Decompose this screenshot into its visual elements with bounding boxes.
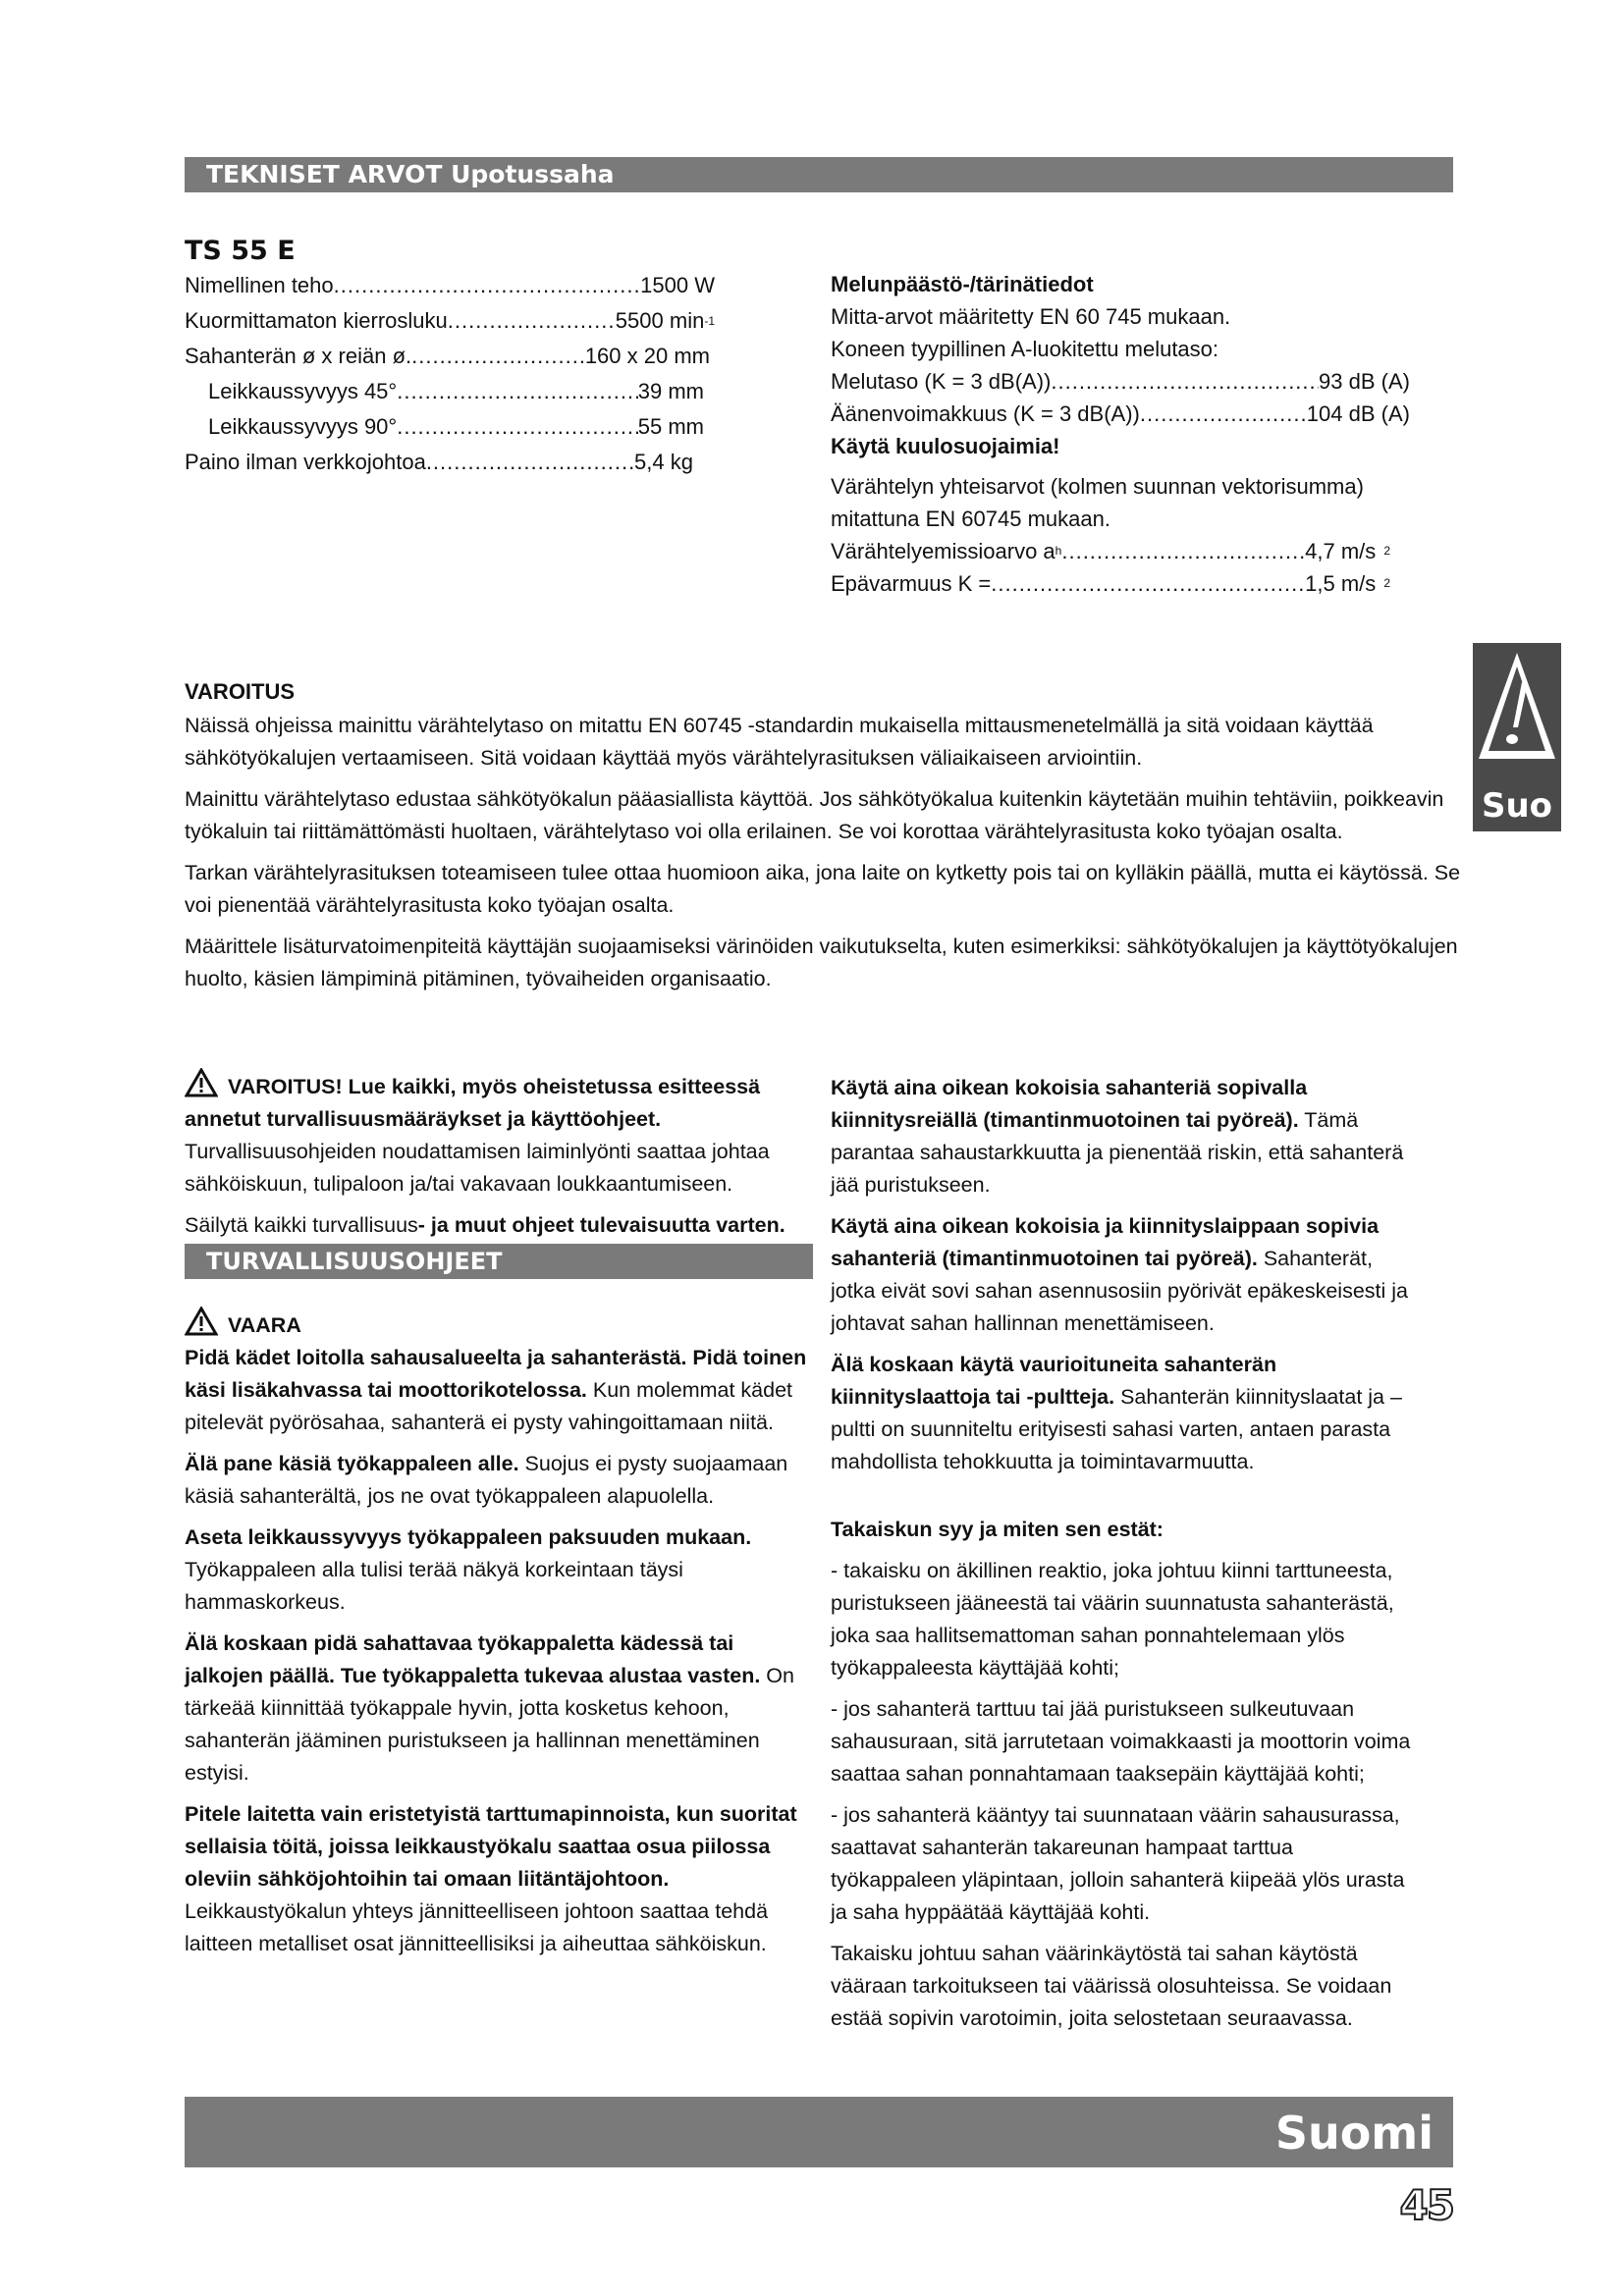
warning-paragraph: Määrittele lisäturvatoimenpiteitä käyttäjän suojaamiseksi värinöiden vaikutukselta, kuten esimerkiksi: sähkötyökalujen ja käyttötyökalujen huolto, käsien lämpiminä pitäminen, työvaiheiden organisaatio. [185,934,1458,990]
safety-item: Pidä kädet loitolla sahausalueelta ja sahanterästä. Pidä toinen käsi lisäkahvassa tai moottorikotelossa. Kun molemmat kädet pitelevät pyörösahaa, sahanterä ei pysty vahingoittamaan niitä. [185,1346,807,1434]
kickback-title: Takaiskun syy ja miten sen estät: [831,1518,1164,1541]
kickback-paragraph: Takaisku johtuu sahan väärinkäytöstä tai sahan käytöstä vääraan tarkoitukseen tai väärissä olosuhteissa. Se voidaan estää sopivin varotoimin, joita selostetaan seuraavassa. [831,1942,1392,2030]
read-warning-text: Turvallisuusohjeiden noudattamisen laiminlyönti saattaa johtaa sähköiskuun, tulipaloon ja/tai vakavaan loukkaantumiseen. [185,1140,770,1196]
ear-protection-note: Käytä kuulosuojaimia! [831,434,1060,458]
spec-table [185,268,715,480]
vibration-warning [185,675,1461,1004]
noise-title: Melunpäästö-/tärinätiedot [831,272,1094,296]
noise-line: Mitta-arvot määritetty EN 60 745 mukaan. [831,304,1231,329]
noise-block [831,268,1410,600]
spec-row: Nimellinen teho ..... 1500 W [185,268,715,303]
left-column [185,1068,813,1969]
language-side-tab [1473,643,1561,831]
warning-paragraph: Mainittu värähtelytaso edustaa sähkötyökalun pääasiallista käyttöä. Jos sähkötyökalua kuitenkin käytetään muihin tehtäviin, poikkeavin työkaluin tai riittämättömästi huoltaen, värähtelytaso voi olla erilainen. Se voi korottaa värähtelyrasitusta koko työajan osalta. [185,787,1444,843]
footer-language: Suomi [1274,2107,1434,2160]
vibration-row: Värähtelyemissioarvo a h ..... 4,7 m/s 2 [831,535,1390,567]
warning-title: VAROITUS [185,679,296,704]
noise-row: Äänenvoimakkuus (K = 3 dB(A)) ..... 104 dB (A) [831,398,1410,430]
section-header [185,157,1453,192]
spec-row: Kuormittamaton kierrosluku ..... 5500 min -1 [185,303,715,339]
warning-icon [1473,643,1561,771]
spec-row: Leikkaussyvyys 45° ..... 39 mm [185,374,704,409]
safety-item: Pitele laitetta vain eristetyistä tarttumapinnoista, kun suoritat sellaisia töitä, joissa leikkaustyökalu saattaa osua piilossa oleviin sähköjohtoihin tai omaan liitäntäjohtoon. Leikkaustyökalun yhteys jännitteelliseen johtoon saattaa tehdä laitteen metalliset osat jännitteellisiksi ja aiheuttaa sähköiskun. [185,1802,797,1955]
safety-header: TURVALLISUUSOHJEET [185,1244,813,1279]
model-title: TS 55 E [185,236,296,266]
warning-triangle-icon [185,1068,218,1097]
kickback-paragraph: - takaisku on äkillinen reaktio, joka johtuu kiinni tarttuneesta, puristukseen jääneestä tai väärin suunnatusta sahanterästä, joka saa hallitsemattoman sahan ponnahtelemaan ylös työkappaleesta käyttäjää kohti; [831,1559,1394,1680]
vibration-intro: Värähtelyn yhteisarvot (kolmen suunnan vektorisumma) mitattuna EN 60745 mukaan. [831,474,1364,531]
page-number: 45 [1399,2181,1453,2229]
warning-paragraph: Tarkan värähtelyrasituksen toteamiseen tulee ottaa huomioon aika, jona laite on kytketty pois tai on kylläkin päällä, mutta ei käytössä. Se voi pienentää värähtelyrasitusta koko työajan osalta. [185,861,1461,917]
kickback-paragraph: - jos sahanterä tarttuu tai jää puristukseen sulkeutuvaan sahausuraan, sitä jarrutetaan voimakkaasti ja moottorin voima saattaa sahan ponnahtamaan taaksepäin käyttäjää kohti; [831,1697,1411,1786]
section-header-title: TEKNISET ARVOT Upotussaha [206,160,615,188]
kickback-paragraph: - jos sahanterä kääntyy tai suunnataan väärin sahausurassa, saattavat sahanterän takareunan hampaat tarttua työkappaleen yläpintaan, jolloin sahanterä kiipeää ylös urasta ja saha hyppäätää käyttäjää kohti. [831,1803,1405,1924]
side-tab-label: Suo [1481,786,1553,826]
keep-instructions: Säilytä kaikki turvallisuus- ja muut ohjeet tulevaisuutta varten. [185,1213,785,1237]
safety-item: Älä pane käsiä työkappaleen alle. Suojus ei pysty suojaamaan käsiä sahanterältä, jos ne ovat työkappaleen alapuolella. [185,1452,788,1508]
warning-triangle-icon [185,1307,218,1336]
warning-paragraph: Näissä ohjeissa mainittu värähtelytaso on mitattu EN 60745 -standardin mukaisella mittausmenetelmällä ja sitä voidaan käyttää sähkötyökalujen vertaamiseen. Sitä voidaan käyttää myös värähtelyrasituksen väliaikaiseen arviointiin. [185,714,1374,770]
read-warning: VAROITUS! Lue kaikki, myös oheistetussa esitteessä annetut turvallisuusmääräykset ja käyttöohjeet. [185,1068,813,1136]
safety-item: Älä koskaan pidä sahattavaa työkappaletta kädessä tai jalkojen päällä. Tue työkappaletta tukevaa alustaa vasten. On tärkeää kiinnittää työkappale hyvin, jotta kosketus kehoon, sahanterän jääminen puristukseen ja hallinnan menettäminen estyisi. [185,1631,794,1785]
right-column [831,1072,1420,2044]
safety-item: Käytä aina oikean kokoisia ja kiinnityslaippaan sopivia sahanteriä (timantinmuotoinen tai pyöreä). Sahanterät, jotka eivät sovi sahan asennusosiin pyörivät epäkeskeisesti ja johtavat sahan hallinnan menettämiseen. [831,1214,1408,1335]
spec-row: Leikkaussyvyys 90° ..... 55 mm [185,409,704,445]
vibration-row: Epävarmuus K = ..... 1,5 m/s 2 [831,567,1390,600]
spec-row: Paino ilman verkkojohtoa ..... 5,4 kg [185,445,693,480]
danger-heading: VAARA [185,1307,813,1342]
safety-item: Käytä aina oikean kokoisia sahanteriä sopivalla kiinnitysreiällä (timantinmuotoinen tai pyöreä). Tämä parantaa sahaustarkkuutta ja pienentää riskin, että sahanterä jää puristukseen. [831,1076,1404,1197]
noise-line: Koneen tyypillinen A-luokitettu melutaso: [831,337,1219,361]
spec-row: Sahanterän ø x reiän ø. ..... 160 x 20 mm [185,339,710,374]
footer-language-bar [185,2097,1453,2167]
safety-item: Älä koskaan käytä vaurioituneita sahanterän kiinnityslaattoja tai -pultteja. Sahanterän kiinnityslaatat ja –pultti on suunniteltu erityisesti sahasi varten, antaen parasta mahdollista tehokkuutta ja toimintavarmuutta. [831,1353,1402,1473]
noise-row: Melutaso (K = 3 dB(A)) ..... 93 dB (A) [831,365,1410,398]
safety-item: Aseta leikkaussyvyys työkappaleen paksuuden mukaan. Työkappaleen alla tulisi terää näkyä korkeintaan täysi hammaskorkeus. [185,1525,752,1614]
